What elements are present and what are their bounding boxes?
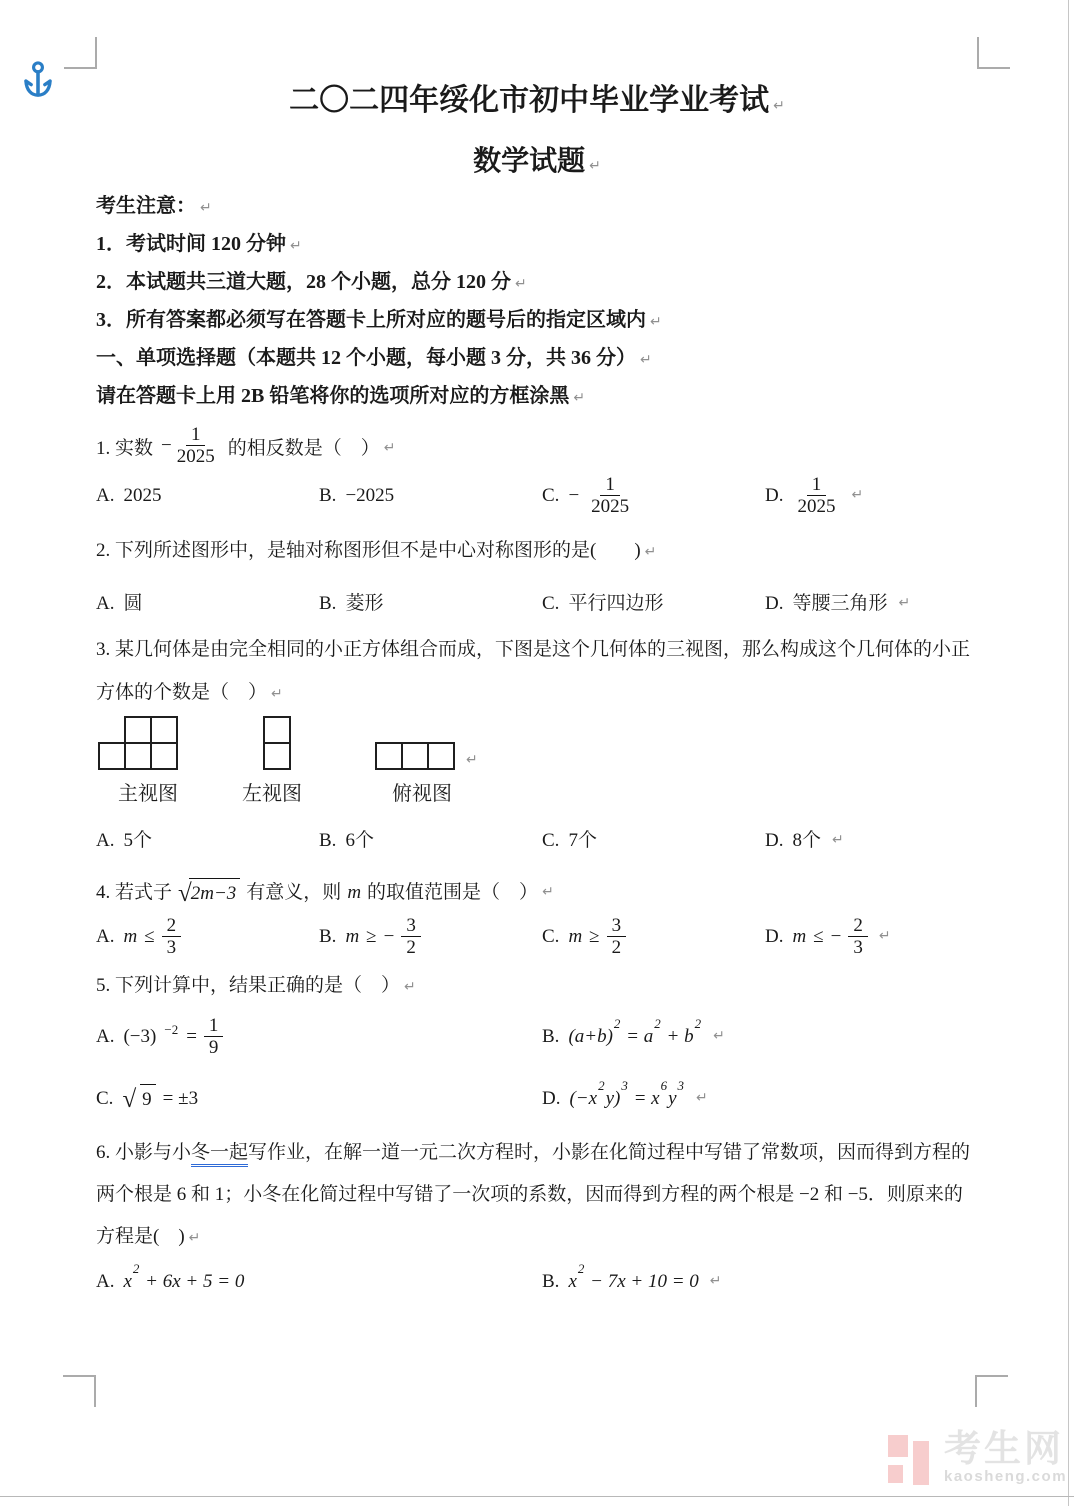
question-5-stem	[96, 972, 978, 1001]
anchor-icon[interactable]	[22, 60, 54, 107]
formula-part: y	[668, 1088, 677, 1109]
formula-exponent: 2	[654, 1015, 661, 1031]
formula-exponent: 3	[677, 1077, 685, 1093]
q2-option-d[interactable]	[765, 590, 978, 617]
q2-option-a[interactable]	[96, 590, 319, 617]
option-relation: ≤	[813, 926, 824, 947]
paragraph-mark-icon: ↵	[713, 1028, 725, 1044]
q1-fraction-denominator: 2025	[176, 446, 215, 467]
question-4-options	[96, 915, 978, 958]
side-view-label: 左视图	[242, 783, 302, 805]
q6-option-b[interactable]	[542, 1260, 978, 1295]
q5-option-b[interactable]	[542, 1015, 978, 1050]
paragraph-mark-icon: ↵	[589, 158, 601, 174]
option-value: 8个	[792, 830, 821, 851]
paragraph-mark-icon: ↵	[542, 884, 554, 900]
question-4-stem	[96, 878, 978, 907]
question-2-options	[96, 590, 978, 617]
fraction-denominator: 3	[853, 937, 863, 958]
top-view-figure	[375, 742, 455, 770]
notice-item-3-text: 3．所有答案都必须写在答题卡上所对应的题号后的指定区域内	[96, 309, 646, 331]
option-label: D.	[765, 485, 784, 506]
q4-prefix: 4. 若式子	[96, 882, 173, 903]
q4-variable: m	[347, 882, 362, 903]
text-boundary-corner-top-left	[64, 37, 97, 69]
notice-item-1-text: 1．考试时间 120 分钟	[96, 233, 286, 255]
option-label: B.	[319, 485, 337, 506]
formula-part: x	[123, 1271, 132, 1292]
option-label: A.	[96, 1026, 115, 1047]
paragraph-mark-icon: ↵	[650, 314, 662, 330]
watermark-domain: kaosheng.com	[944, 1468, 1068, 1485]
formula	[568, 1015, 702, 1050]
paragraph-mark-icon: ↵	[773, 98, 785, 114]
option-fraction	[586, 474, 634, 517]
question-3-stem-line2	[96, 679, 978, 708]
formula-part: = x	[628, 1088, 660, 1109]
option-label: A.	[96, 593, 115, 614]
q4-option-a[interactable]	[96, 915, 319, 958]
notice-heading	[96, 195, 978, 220]
option-label: C.	[542, 926, 560, 947]
formula-exponent: 2	[577, 1260, 585, 1276]
formula-part: = ±3	[162, 1088, 199, 1109]
watermark-brand: 考生网	[944, 1428, 1064, 1469]
q5-option-d[interactable]	[542, 1077, 978, 1112]
formula-exponent: 3	[621, 1077, 628, 1093]
formula-exponent: 2	[132, 1260, 140, 1276]
q6-line1-post: 写作业，在解一道一元二次方程时，小影在化简过程中写错了常数项，因而得到方程的	[248, 1142, 971, 1163]
paragraph-mark-icon: ↵	[878, 928, 891, 944]
paragraph-mark-icon: ↵	[271, 686, 283, 702]
section-instruction	[96, 385, 978, 410]
paragraph-mark-icon: ↵	[290, 238, 302, 254]
radical-sign: √	[178, 880, 192, 907]
paragraph-mark-icon: ↵	[851, 487, 864, 503]
q1-suffix: 的相反数是（ ）	[227, 438, 380, 459]
formula	[568, 1260, 699, 1295]
notice-heading-text: 考生注意：	[96, 195, 196, 217]
cube-cell	[150, 716, 178, 744]
option-label: D.	[765, 830, 784, 851]
q3-option-c[interactable]	[542, 827, 765, 854]
formula-part: y)	[605, 1088, 621, 1109]
text-boundary-corner-top-right	[977, 37, 1010, 69]
section-instruction-text: 请在答题卡上用 2B 铅笔将你的选项所对应的方框涂黑	[96, 385, 570, 407]
front-view-figure	[98, 716, 178, 770]
radicand: 2m−3	[189, 878, 241, 907]
option-label: C.	[542, 593, 560, 614]
q1-option-b[interactable]	[319, 482, 542, 509]
question-6-options	[96, 1260, 978, 1295]
formula-part: (−x	[569, 1088, 598, 1109]
q2-text: 2. 下列所述图形中，是轴对称图形但不是中心对称图形的是( )	[96, 540, 641, 561]
option-sign: −	[830, 926, 842, 947]
option-fraction	[401, 915, 421, 958]
option-value: 平行四边形	[568, 593, 664, 614]
formula-exponent: 2	[694, 1015, 702, 1031]
option-label: C.	[542, 830, 560, 851]
notice-item-1	[96, 233, 978, 258]
option-label: A.	[96, 485, 115, 506]
three-view-figure	[96, 711, 978, 809]
q3-option-d[interactable]	[765, 827, 978, 854]
fraction-numerator: 3	[607, 915, 627, 937]
exam-title-text: 二〇二四年绥化市初中毕业学业考试	[289, 84, 770, 117]
q6-line1-pre: 6. 小影与小	[96, 1142, 192, 1163]
formula-part: + 6x + 5 = 0	[140, 1271, 245, 1292]
question-1-options	[96, 474, 978, 517]
question-3-options	[96, 827, 978, 854]
option-variable: m	[568, 926, 583, 947]
option-label: C.	[96, 1088, 114, 1109]
formula-part: x	[568, 1271, 577, 1292]
formula-part: + b	[661, 1026, 694, 1047]
logo-block	[888, 1435, 908, 1457]
cube-cell	[263, 716, 291, 744]
q1-fraction-stack	[172, 424, 220, 467]
q1-option-c[interactable]	[542, 474, 765, 517]
option-value: 7个	[568, 830, 597, 851]
section-title-text: 一、单项选择题（本题共 12 个小题，每小题 3 分，共 36 分）	[96, 347, 636, 369]
q1-fraction-numerator: 1	[186, 424, 206, 446]
text-boundary-corner-bottom-right	[975, 1375, 1008, 1407]
fraction-numerator: 1	[600, 474, 620, 496]
page-bottom-edge	[0, 1496, 1074, 1497]
option-fraction	[792, 474, 840, 517]
q6-line2-text: 两个根是 6 和 1；小冬在化简过程中写错了一次项的系数，因而得到方程的两个根是 −2 和 −5．则原来的	[96, 1184, 963, 1205]
question-5-options-row2	[96, 1077, 978, 1113]
q2-option-c[interactable]	[542, 590, 765, 617]
option-fraction-sign: −	[568, 485, 580, 506]
watermark-text	[944, 1430, 1067, 1485]
q3-option-a[interactable]	[96, 827, 319, 854]
q6-line3-text: 方程是( )	[96, 1226, 185, 1247]
fraction-numerator: 1	[807, 474, 827, 496]
radicand: 9	[140, 1084, 156, 1113]
formula-exponent: 2	[598, 1077, 605, 1093]
option-relation: ≥	[589, 926, 600, 947]
q6-option-a[interactable]	[96, 1260, 542, 1295]
q3-option-b[interactable]	[319, 827, 542, 854]
option-label: D.	[765, 593, 784, 614]
q1-option-d[interactable]	[765, 474, 978, 517]
paragraph-mark-icon: ↵	[466, 752, 478, 768]
side-view-figure	[263, 716, 291, 770]
q5-option-a[interactable]: A. (−3) $^{-2}$ = $\frac{1}{9}$	[96, 1015, 542, 1058]
exam-title	[96, 84, 978, 123]
logo-block	[913, 1441, 929, 1485]
formula-part: − 7x + 10 = 0	[585, 1271, 699, 1292]
paragraph-mark-icon: ↵	[709, 1273, 722, 1289]
option-label: A.	[96, 1271, 115, 1292]
option-value: 等腰三角形	[792, 593, 888, 614]
question-2-stem	[96, 537, 978, 566]
cube-cell	[124, 742, 152, 770]
exam-subtitle	[96, 146, 978, 182]
top-view-label: 俯视图	[392, 783, 452, 805]
notice-item-2	[96, 271, 978, 296]
cube-cell	[124, 716, 152, 744]
question-6-stem-line2	[96, 1181, 978, 1208]
paragraph-mark-icon: ↵	[188, 1230, 201, 1246]
paragraph-mark-icon: ↵	[515, 276, 527, 292]
option-variable: m	[345, 926, 360, 947]
cube-cell	[263, 742, 291, 770]
option-relation: ≥	[366, 926, 377, 947]
option-label: D.	[542, 1088, 561, 1109]
paragraph-mark-icon: ↵	[832, 832, 844, 848]
option-value: −2025	[345, 485, 395, 506]
q4-option-b[interactable]	[319, 915, 542, 958]
cube-cell	[401, 742, 429, 770]
q1-fraction-sign: −	[161, 435, 172, 456]
option-relation: ≤	[144, 926, 155, 947]
option-value: 圆	[123, 593, 143, 614]
q3-line1-text: 3. 某几何体是由完全相同的小正方体组合而成，下图是这个几何体的三视图，那么构成这个几何体的小正	[96, 639, 971, 660]
paragraph-mark-icon: ↵	[898, 595, 911, 611]
formula-part: (a+b)	[568, 1026, 613, 1047]
option-variable: m	[123, 926, 138, 947]
q5-option-c[interactable]	[96, 1084, 542, 1113]
fraction-numerator: 2	[162, 915, 182, 937]
option-label: B.	[319, 593, 337, 614]
option-sign: −	[383, 926, 395, 947]
option-label: C.	[542, 485, 560, 506]
notice-item-3	[96, 309, 978, 334]
formula-part: = a	[621, 1026, 654, 1047]
question-1-stem	[96, 424, 978, 467]
q2-option-b[interactable]	[319, 590, 542, 617]
q4-mid2: 的取值范围是（ ）	[367, 882, 539, 903]
option-label: B.	[319, 926, 337, 947]
site-watermark	[886, 1430, 1067, 1486]
section-title	[96, 347, 978, 372]
option-label: A.	[96, 926, 115, 947]
formula-base: (−3)	[123, 1026, 157, 1047]
question-5-options-row1	[96, 1015, 978, 1058]
cube-cell	[98, 742, 126, 770]
formula	[123, 1260, 245, 1295]
option-value: 2025	[123, 485, 162, 506]
fraction-numerator: 3	[401, 915, 421, 937]
front-view-label: 主视图	[118, 783, 178, 805]
fraction-denominator: 2025	[797, 496, 836, 517]
q1-fraction	[161, 424, 220, 467]
formula	[569, 1077, 685, 1112]
question-3-stem-line1	[96, 636, 978, 663]
fraction-denominator: 9	[208, 1037, 219, 1058]
paragraph-mark-icon: ↵	[200, 200, 212, 216]
page-right-edge	[1068, 0, 1069, 1506]
kaosheng-logo-icon	[886, 1430, 936, 1486]
cube-cell	[150, 742, 178, 770]
fraction-numerator: 2	[848, 915, 868, 937]
paragraph-mark-icon: ↵	[404, 979, 416, 995]
option-value: 菱形	[345, 593, 384, 614]
paragraph-mark-icon: ↵	[640, 352, 652, 368]
q4-mid1: 有意义，则	[246, 882, 342, 903]
text-boundary-corner-bottom-left	[63, 1375, 96, 1407]
radical-sign: √	[122, 1086, 137, 1113]
fraction-denominator: 2	[406, 937, 416, 958]
formula-equals: =	[186, 1026, 197, 1047]
cube-cell	[375, 742, 403, 770]
paragraph-mark-icon: ↵	[696, 1090, 708, 1106]
fraction-denominator: 3	[166, 937, 177, 958]
grammar-check-underlined-text: 冬一起	[191, 1142, 248, 1167]
option-fraction	[204, 1015, 224, 1058]
q4-option-d[interactable]	[765, 915, 978, 958]
option-fraction	[848, 915, 868, 958]
question-6-stem-line3	[96, 1223, 978, 1252]
option-variable: m	[792, 926, 807, 947]
option-label: A.	[96, 830, 115, 851]
fraction-denominator: 2025	[591, 496, 630, 517]
fraction-numerator: 1	[204, 1015, 224, 1037]
option-label: B.	[542, 1271, 560, 1292]
paragraph-mark-icon: ↵	[573, 390, 586, 406]
option-label: B.	[319, 830, 337, 851]
q1-option-a[interactable]	[96, 482, 319, 509]
formula-exponent: 6	[660, 1077, 668, 1093]
logo-block	[888, 1465, 903, 1483]
option-value: 5个	[123, 830, 152, 851]
notice-item-2-text: 2．本试题共三道大题，28 个小题，总分 120 分	[96, 271, 511, 293]
option-label: D.	[765, 926, 784, 947]
cube-cell	[427, 742, 455, 770]
formula-exponent: 2	[613, 1015, 621, 1031]
option-fraction	[607, 915, 627, 958]
q4-option-c[interactable]	[542, 915, 765, 958]
option-fraction	[162, 915, 182, 958]
fraction-denominator: 2	[611, 937, 622, 958]
paragraph-mark-icon: ↵	[383, 440, 396, 456]
q3-line2-text: 方体的个数是（ ）	[96, 682, 268, 703]
document-body	[96, 0, 978, 1295]
paragraph-mark-icon: ↵	[644, 544, 657, 560]
q1-prefix: 1. 实数	[96, 438, 154, 459]
question-6-stem-line1	[96, 1139, 978, 1166]
option-value: 6个	[345, 830, 374, 851]
exam-subtitle-text: 数学试题	[473, 146, 586, 177]
option-label: B.	[542, 1026, 560, 1047]
q5-text: 5. 下列计算中，结果正确的是（ ）	[96, 975, 401, 996]
